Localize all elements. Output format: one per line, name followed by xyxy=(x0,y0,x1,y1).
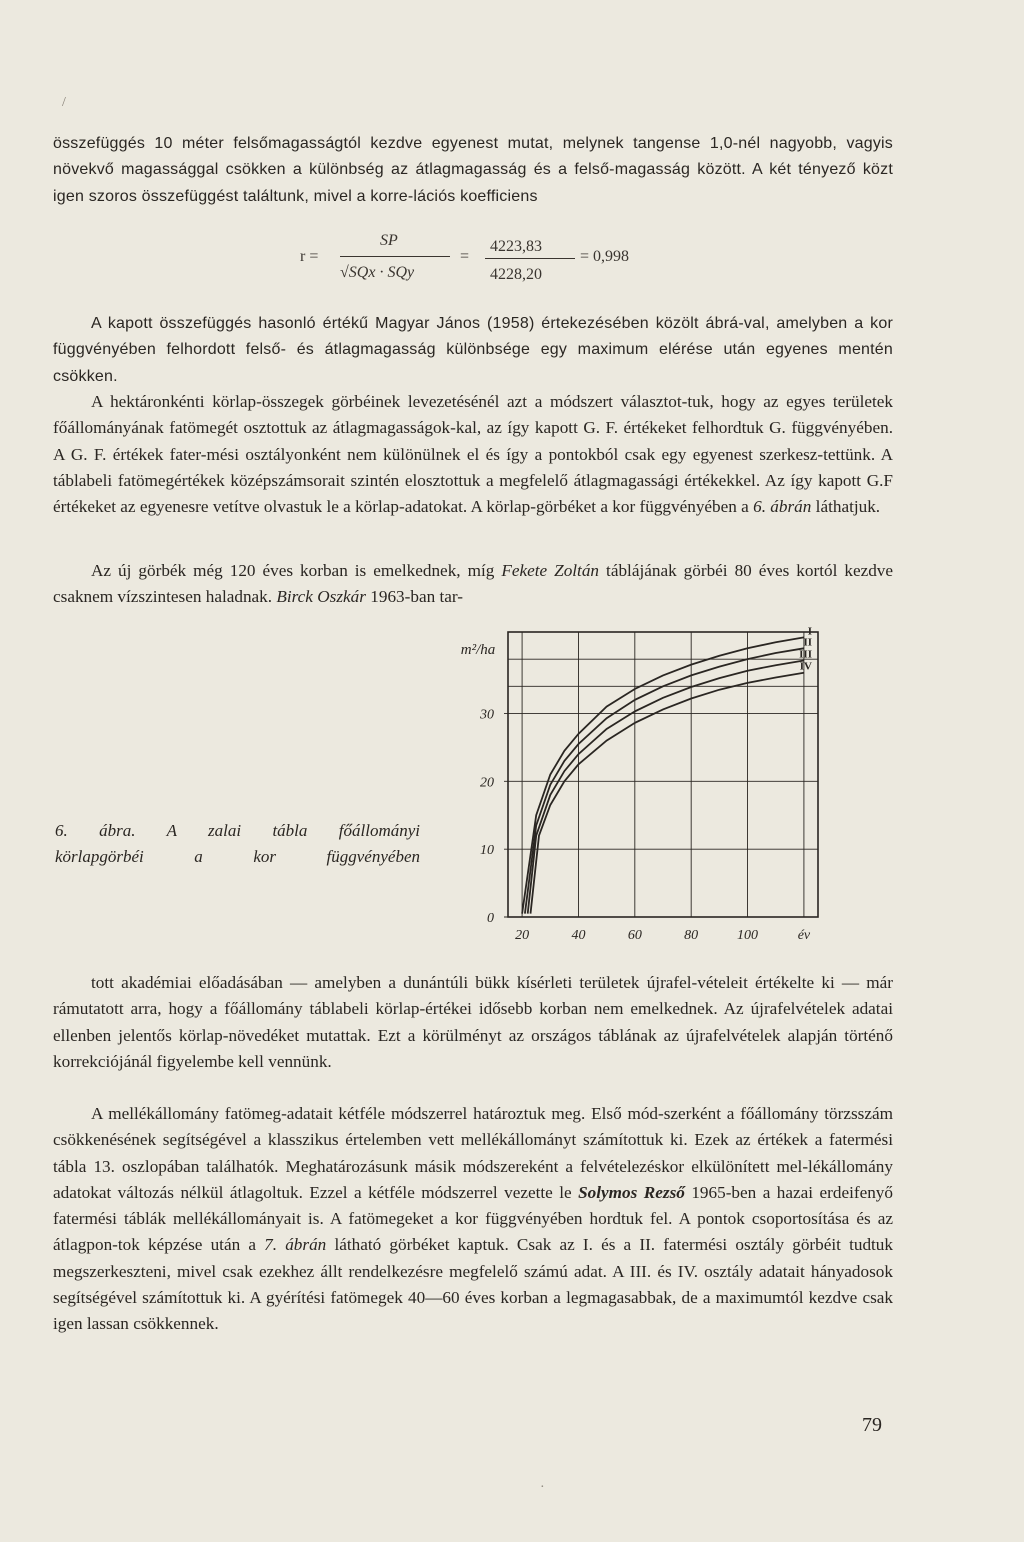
caption-line-2: körlapgörbéi a kor függvényében xyxy=(55,847,420,866)
figure-reference-6: 6. ábrán xyxy=(753,497,812,517)
x-tick-label: 80 xyxy=(684,928,699,943)
formula-denominator-sqrt: √SQx · SQy xyxy=(340,264,415,281)
paragraph-5: tott akadémiai előadásában — amelyben a dunántúli bükk kísérleti területek újrafel-vételeit értékelte ki — már rámutatott arra, hogy a főállomány táblabeli körlap-értékei idősebb korban nem emelkednek. Az újrafelvételek adatai ellenben jelentős körlap-növedéket mutattak. Ezt a körülményt az országos táblának az újrafelvételek alapján történő korrekciójánál figyelembe kell vennünk. xyxy=(53,973,893,1071)
bottom-mark: · xyxy=(540,1480,545,1495)
formula-numerator-sp: SP xyxy=(380,232,398,249)
x-tick-label: év xyxy=(797,928,811,943)
fraction-line-2 xyxy=(485,258,575,259)
x-tick-label: 60 xyxy=(627,928,642,943)
paragraph-6-text-c: látható görbéket kaptuk. Csak az I. és a II. fatermési osztály görbéit tudtuk megszerkeszteni, mivel csak ezekhez állt rendelkezésre megfelelő számú adat. A III. és IV. osztály adatait hányadosok segítségével számítottuk ki. A gyérítési fatömegek 40—60 éves korban a legmagasabbak, de a maximumtól kezdve csak igen lassan csökkennek. xyxy=(53,1235,893,1334)
correlation-formula xyxy=(300,232,720,292)
caption-line-1: 6. ábra. A zalai tábla főállományi xyxy=(55,821,420,840)
formula-lhs: r = xyxy=(300,248,319,265)
paragraph-2: A kapott összefüggés hasonló értékű Magyar János (1958) értekezésében közölt ábrá-val, amelyben a kor függvényében felhordott felső- és átlagmagasság különbsége egy maximum elérése után egyenes mentén csökken. xyxy=(53,315,893,385)
series-line-I xyxy=(522,637,804,913)
series-label-II: II xyxy=(803,636,812,649)
y-tick-label: 10 xyxy=(480,843,494,859)
y-tick-label: 30 xyxy=(480,707,494,723)
fraction-line-1 xyxy=(340,256,450,257)
author-solymos: Solymos Rezső xyxy=(578,1182,685,1202)
paragraph-4-text-a: Az új görbék még 120 éves korban is emelkednek, míg xyxy=(91,561,495,580)
figure-6-chart xyxy=(440,620,860,950)
y-tick-label: 20 xyxy=(480,775,494,791)
y-tick-label: 0 xyxy=(487,911,494,926)
author-fekete: Fekete Zoltán xyxy=(501,561,600,580)
x-tick-label: 40 xyxy=(571,928,586,943)
figure-reference-7: 7. ábrán xyxy=(264,1235,327,1255)
paragraph-3-text: A hektáronkénti körlap-összegek görbéinek levezetésénél azt a módszert választot-tuk, hogy az egyes területek főállományának fatömegét osztottuk az átlagmagasságok-kal, az így kapott G. F. értékeket felhordtuk G. függvényében. A G. F. értékek fater-mési osztályonként nem különülnek el és így a pontokból csak egy egyenest szerkesz-tettünk. A táblabeli fatömegértékek középszámsorait szintén elosztottuk a megfelelő átlagmagassági értékekkel. Az így kapott G.F értékeket az egyenesre vetítve olvastuk le a körlap-adatokat. A körlap-görbéket a kor függvényében a xyxy=(53,392,893,517)
series-label-I: I xyxy=(807,625,812,638)
paragraph-3-end: láthatjuk. xyxy=(815,497,881,517)
x-tick-label: 100 xyxy=(737,928,759,943)
series-line-IV xyxy=(531,673,804,914)
formula-equals: = xyxy=(460,248,470,265)
chart-svg xyxy=(440,620,860,950)
formula-denominator-value: 4228,20 xyxy=(490,266,542,283)
paragraph-6-text-b: 1965-ben a hazai erdeifenyő fatermési táblák mellékállományait is. A fatömegeket a kor függvényében hordtuk fel. A pontok csoportosítása és az átlagpon-tok képzése után a xyxy=(53,1182,893,1255)
series-line-III xyxy=(528,661,804,914)
formula-result: = 0,998 xyxy=(580,248,630,265)
paragraph-4-text-b: táblájának görbéi 80 éves kortól kezdve csaknem vízszintesen haladnak. xyxy=(53,561,894,607)
margin-mark: / xyxy=(62,95,66,110)
paragraph-4-text-c: 1963-ban tar- xyxy=(370,587,463,607)
paragraph-4 xyxy=(53,558,893,611)
series-label-IV: IV xyxy=(799,660,812,673)
y-axis-label: m²/ha xyxy=(460,642,496,658)
x-tick-label: 20 xyxy=(515,928,530,943)
paragraph-6 xyxy=(53,1101,893,1338)
formula-numerator-value: 4223,83 xyxy=(490,238,542,255)
paragraph-6-text-a: A mellékállomány fatömeg-adatait kétféle módszerrel határoztuk meg. Első mód-szerként a főállomány törzsszám csökkenésének segítségével a klasszikus értelemben vett mellékállományt számítottuk ki. Ezek az értékek a fatermési tábla 13. oszlopában találhatók. Meghatározásunk másik módszereként a felvételezéskor elkülönített mel-lékállomány adatokat változás nélkül átlagoltuk. Ezzel a kétféle módszerrel vezette le xyxy=(53,1104,893,1202)
paragraph-1: összefüggés 10 méter felsőmagasságtól kezdve egyenest mutat, melynek tangense 1,0-nél nagyobb, vagyis növekvő magassággal csökken a különbség az átlagmagasság és a felső-magasság között. A két tényező közt igen szoros összefüggést találtunk, mivel a korre-lációs koefficiens xyxy=(53,135,893,205)
author-birck: Birck Oszkár xyxy=(276,587,366,607)
page-number: 79 xyxy=(862,1414,882,1436)
figure-caption xyxy=(55,818,420,870)
paragraph-3 xyxy=(53,389,893,520)
series-label-III: III xyxy=(799,648,812,661)
